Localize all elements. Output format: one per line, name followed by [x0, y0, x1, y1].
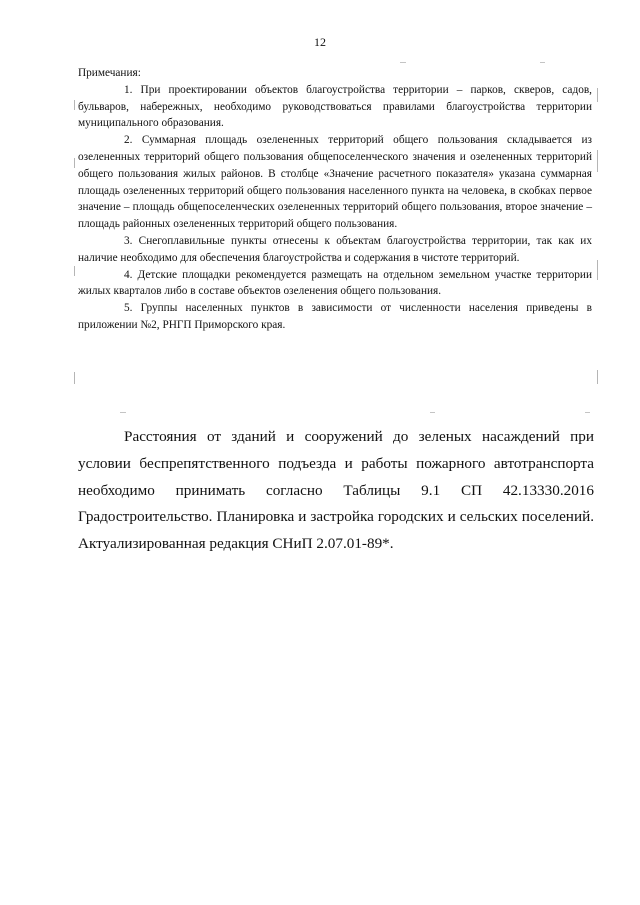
scan-dot-mark — [585, 412, 590, 413]
notes-heading: Примечания: — [78, 67, 141, 79]
note-item-4: 4. Детские площадки рекомендуется размещать на отдельном земельном участке территории жилых кварталов либо в составе объектов озеленения общего пользования. — [78, 268, 592, 298]
scan-edge-mark — [597, 260, 598, 280]
scan-edge-mark — [597, 88, 598, 102]
main-paragraph: Расстояния от зданий и сооружений до зеленых насаждений при условии беспрепятственного подъезда и работы пожарного автотранспорта необходимо принимать согласно Таблицы 9.1 СП 42.13330.2016 Градостроительство. Планировка и застройка городских и сельских поселений. Актуализированная редакция СНиП 2.07.01-89*. — [78, 428, 594, 553]
note-item-5: 5. Группы населенных пунктов в зависимости от численности населения приведены в приложении №2, РНГП Приморского края. — [78, 302, 592, 331]
scan-edge-mark — [74, 372, 75, 384]
scan-dot-mark — [120, 412, 126, 413]
page-number: 12 — [314, 35, 326, 49]
scan-edge-mark — [74, 100, 75, 110]
scan-edge-mark — [597, 150, 598, 172]
note-item-2: 2. Суммарная площадь озелененных территорий общего пользования складывается из озелененных территорий общего пользования общепоселенческого значения и озелененных территорий общего пользования жилых районов. В столбце «Значение расчетного показателя» указана суммарная площадь озелененных территорий общего пользования населенного пункта на человека, в скобках первое значение – площадь общепоселенческих озелененных территорий общего пользования, второе значение – площадь районных озелененных территорий общего пользования. — [78, 134, 592, 231]
note-item-1: 1. При проектировании объектов благоустройства территории – парков, скверов, садов, бульваров, набережных, необходимо руководствоваться правилами благоустройства территории муниципального образования. — [78, 83, 592, 130]
scan-dot-mark — [430, 412, 435, 413]
scan-edge-mark — [74, 158, 75, 168]
scan-edge-mark — [597, 370, 598, 384]
scan-dot-mark — [540, 62, 545, 63]
notes-section — [78, 65, 592, 334]
note-item-3: 3. Снегоплавильные пункты отнесены к объектам благоустройства территории, так как их наличие необходимо для обеспечения благоустройства и содержания в чистоте территорий. — [78, 234, 592, 264]
scan-dot-mark — [400, 62, 406, 63]
scan-edge-mark — [74, 266, 75, 276]
